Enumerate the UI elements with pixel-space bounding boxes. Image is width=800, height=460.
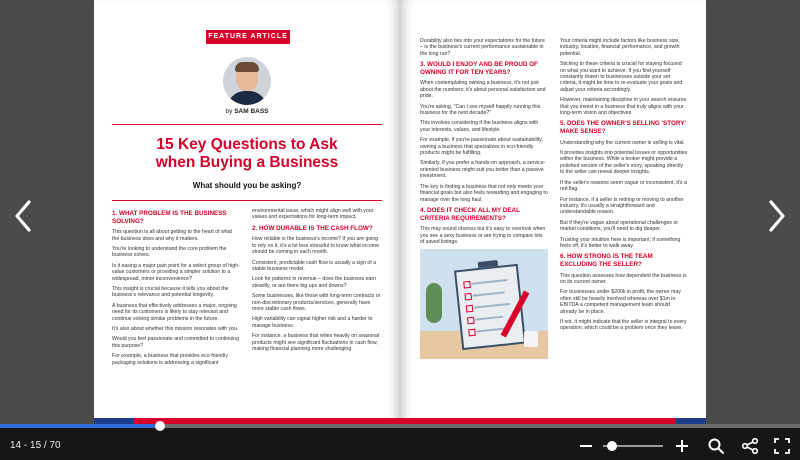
section-heading: 2. HOW DURABLE IS THE CASH FLOW? (252, 224, 373, 232)
page-left[interactable] (94, 0, 400, 424)
article-title-line2: when Buying a Business (155, 154, 339, 171)
body-paragraph: For example, a business that provides eco-friendly packaging solutions is addressing a significant (112, 353, 228, 366)
feature-article-badge: FEATURE ARTICLE (206, 30, 290, 44)
zoom-slider-handle[interactable] (607, 441, 617, 451)
body-paragraph: If the seller's reasons seem vague or inconsistent, it's a red flag. (560, 179, 687, 193)
body-paragraph: For businesses under $200k in profit, the owner may often still be heavily involved whereas over $1m in EBITDA a competent management team should already be in place. (560, 289, 681, 315)
share-icon (741, 437, 759, 455)
article-subtitle: What should you be asking? (192, 181, 302, 190)
page-right[interactable] (400, 0, 706, 424)
body-paragraph: It's also about whether this mission resonates with you. (112, 326, 239, 333)
body-paragraph: environmental issue, which might align well with your values and expectations for long-term impact. (252, 208, 374, 221)
fullscreen-icon (773, 437, 791, 455)
body-paragraph: Similarly, if you prefer a hands-on approach, a service-oriented business might suit you better than a passive investment. (420, 160, 546, 180)
section-heading: 6. HOW STRONG IS THE TEAM EXCLUDING THE SELLER? (560, 253, 653, 268)
chevron-right-icon (762, 196, 792, 236)
body-paragraph: If not, it might indicate that the seller is integral to every operation, which could be a problem once they leave. (560, 318, 687, 332)
search-icon (707, 437, 725, 455)
right-column-1-top (420, 38, 548, 245)
body-paragraph: Your criteria might include factors like business size, industry, location, financial performance, and growth potential. (560, 38, 680, 57)
body-paragraph: Consistent, predictable cash flow is usually a sign of a stable business model. (252, 259, 376, 273)
checklist-illustration (420, 249, 548, 359)
body-paragraph: Trusting your intuition here is important; if something feels off, it's better to walk away. (560, 236, 681, 249)
body-paragraph: Look for patterns in revenue – does the business earn steadily, or are there big ups and downs? (252, 276, 377, 289)
body-paragraph: But if they're vague about operational challenges or market conditions, you'll need to dig deeper. (560, 219, 679, 233)
body-paragraph: This question is all about getting to the heart of what the business does and why it matters. (112, 229, 232, 242)
right-column-2 (560, 38, 688, 336)
body-paragraph: A business that effectively addresses a major, ongoing need for its customers is likely to stay relevant and continue solving similar problems in the future. (112, 302, 237, 322)
page-progress-fill (0, 424, 160, 428)
zoom-in-button[interactable] (673, 437, 691, 455)
page-spread (94, 0, 706, 424)
body-paragraph: You're asking, "Can I see myself happily running this business for the next decade?" (420, 103, 541, 117)
article-title (112, 136, 382, 172)
page-progress-handle[interactable] (155, 421, 165, 431)
left-column-1 (112, 208, 240, 370)
body-paragraph: It provides insights into potential issues or opportunities within the business. While a broker might provide a polished version of the seller's story, speaking directly to the seller can reveal deeper insights. (560, 150, 688, 176)
page-progress-track[interactable] (0, 424, 800, 428)
share-button[interactable] (741, 437, 759, 455)
author-name: SAM BASS (234, 108, 269, 115)
body-paragraph: Would you feel passionate and committed to continuing this purpose? (112, 336, 240, 349)
body-paragraph: This insight is crucial because it tells you about the business's relevance and potential longevity. (112, 286, 229, 299)
body-paragraph: This may sound obvious but it's easy to overlook when you see a sexy business or are trying to compare lots of saved listings. (420, 226, 546, 245)
section-heading: 3. WOULD I ENJOY AND BE PROUD OF OWNING IT FOR TEN YEARS? (420, 61, 538, 76)
section-heading: 1. WHAT PROBLEM IS THE BUSINESS SOLVING? (112, 210, 227, 225)
body-paragraph: High variability can signal higher risk and a harder to manage business. (252, 316, 373, 329)
body-paragraph: Understanding why the current owner is selling is vital. (560, 139, 685, 146)
minus-icon (577, 437, 595, 455)
fullscreen-button[interactable] (773, 437, 791, 455)
body-paragraph: However, maintaining discipline in your search ensures that you invest in a business that truly aligns with your long-term vision and objectives. (560, 97, 687, 117)
zoom-out-button[interactable] (577, 437, 595, 455)
body-paragraph: Durability also ties into your expectations for the future – is the business's current performance sustainable in the long run? (420, 38, 545, 57)
body-paragraph: Is it easing a major pain point for a select group of high-value customers or providing a simpler solution to a widespread, minor inconvenience? (112, 262, 240, 282)
body-paragraph: Some businesses, like those with long-term contracts or non-discretionary products/services, generally have more stable cash flows. (252, 293, 381, 313)
body-paragraph: For example, if you're passionate about sustainability, owning a business that specializes in eco-friendly products might be fulfilling. (420, 137, 543, 157)
title-rule-top (112, 124, 382, 125)
section-heading: 5. DOES THE OWNER'S SELLING 'STORY' MAKE SENSE? (560, 120, 686, 136)
body-paragraph: Sticking to these criteria is crucial for staying focused on what you want to achieve. If you find yourself constantly drawn to businesses outside your set criteria, it might be time to re-evaluate your goals and adjust your criteria accordingly. (560, 61, 683, 93)
body-paragraph: This involves considering if the business aligns with your interests, values, and lifestyle. (420, 120, 539, 133)
body-paragraph: This question assesses how dependent the business is on its current owner. (560, 272, 687, 285)
author-avatar (223, 57, 271, 105)
viewer-toolbar (0, 424, 800, 460)
body-paragraph: The key is finding a business that not only meets your financial goals but also feels rewarding and engaging to manage over the long haul. (420, 183, 548, 203)
body-paragraph: How reliable is the business's income? If you are going to rely on it, it's a lot less stressful to know what income should be coming in each month. (252, 236, 379, 256)
right-column-1 (420, 38, 548, 363)
left-column-2 (252, 208, 382, 357)
search-button[interactable] (707, 437, 725, 455)
body-paragraph: For instance, a business that relies heavily on seasonal products might see significant fluctuations in cash flow, making financial planning more challenging. (252, 333, 380, 353)
body-paragraph: You're looking to understand the core problem the business solves. (112, 246, 227, 259)
byline-prefix: by (225, 108, 233, 115)
article-title-line1: 15 Key Questions to Ask (156, 136, 338, 153)
title-rule-bottom (112, 200, 382, 201)
next-page-button[interactable] (762, 196, 792, 236)
section-heading: 4. DOES IT CHECK ALL MY DEAL CRITERIA REQUIREMENTS? (420, 206, 520, 222)
body-paragraph: When contemplating owning a business, it's not just about the numbers; it's about personal satisfaction and pride. (420, 80, 546, 100)
page-counter: 14 - 15 / 70 (10, 440, 61, 451)
author-byline (94, 108, 400, 115)
previous-page-button[interactable] (8, 196, 38, 236)
body-paragraph: For instance, if a seller is retiring or moving to another industry, it's usually a straightforward and understandable reason. (560, 196, 684, 216)
plus-icon (673, 437, 691, 455)
chevron-left-icon (8, 196, 38, 236)
